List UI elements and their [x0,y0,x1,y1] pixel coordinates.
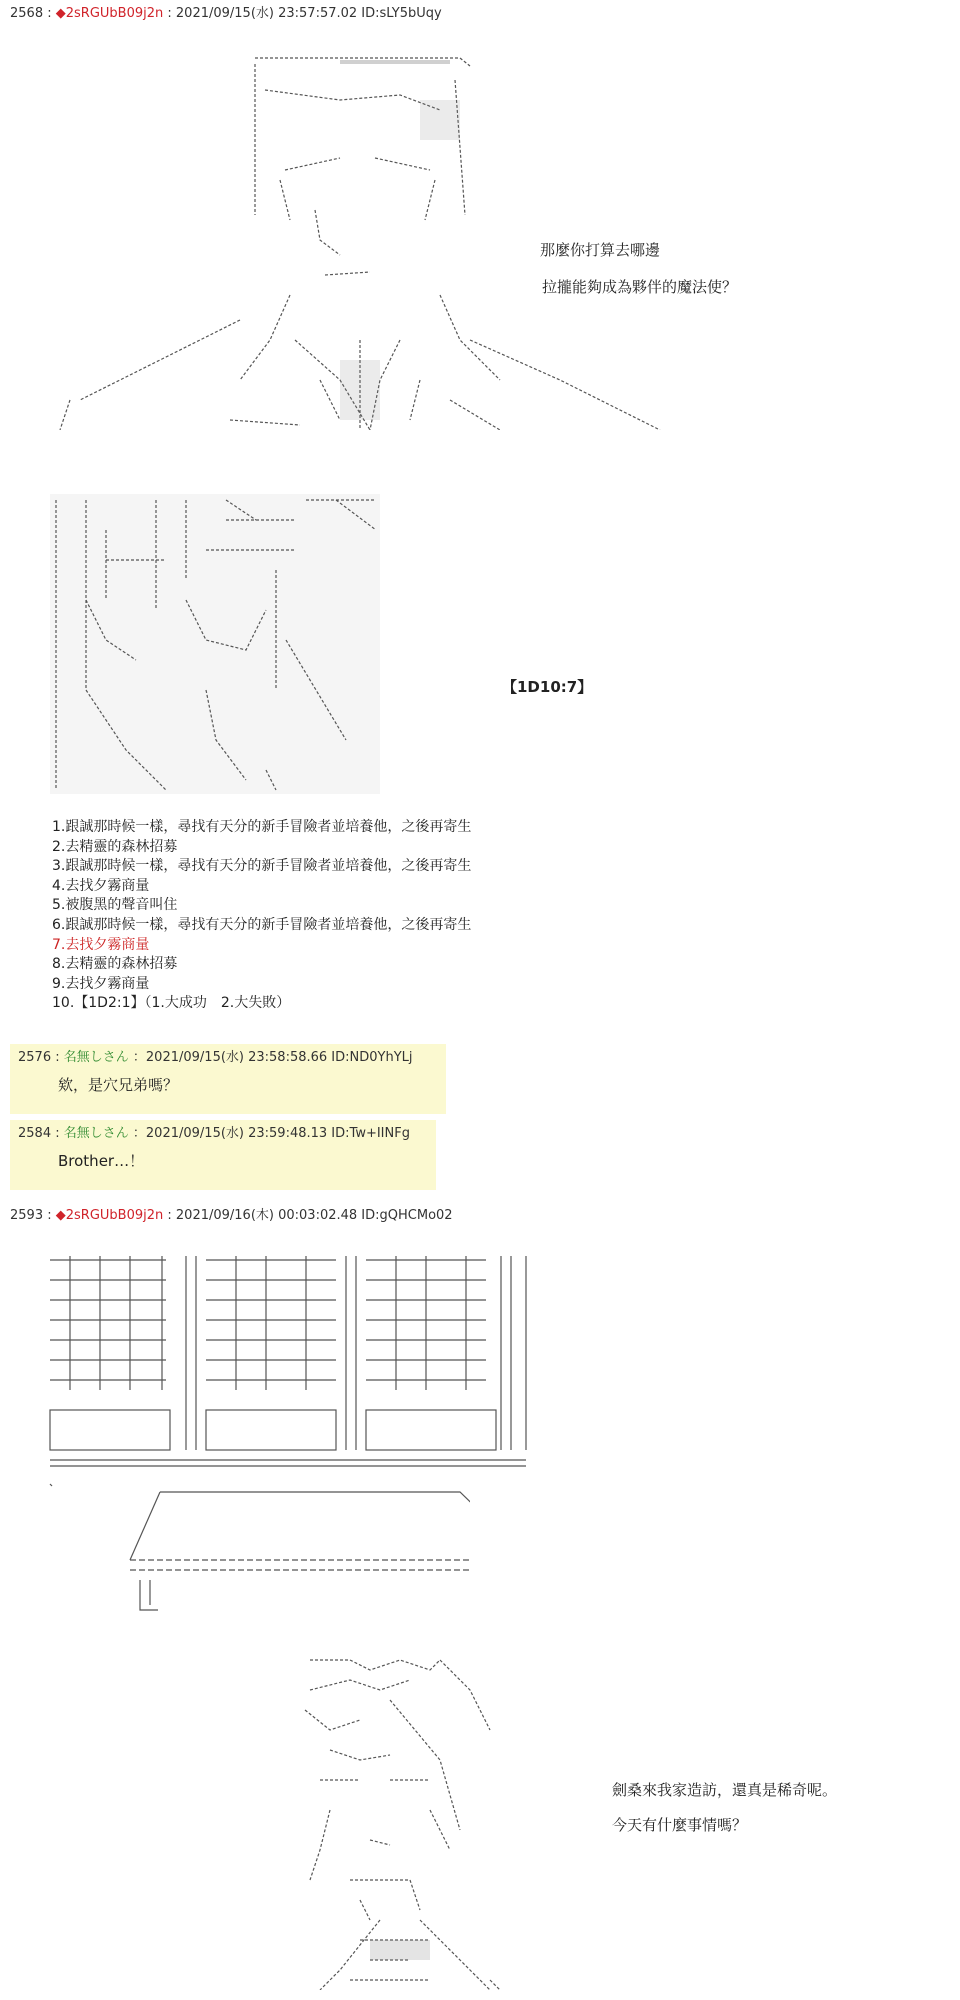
ascii-art-hand-dice [46,490,386,800]
post-header [10,1208,453,1224]
ascii-art-shoji-screens [46,1250,546,1470]
choice-item: 5.被腹黑的聲音叫住 [52,897,178,914]
choice-item: 3.跟誠那時候一樣，尋找有天分的新手冒險者並培養他，之後再寄生 [52,858,472,875]
ascii-art-man-in-suit [40,40,700,430]
dialog-line: 那麼你打算去哪邊 [540,241,661,259]
choice-item: 2.去精靈的森林招募 [52,838,178,855]
choice-item: 10.【1D2:1】（1.大成功 2.大失敗） [52,995,291,1012]
choice-item: 1.跟誠那時候一樣，尋找有天分的新手冒險者並培養他，之後再寄生 [52,819,472,835]
post-body: Brother…！ [58,1152,145,1170]
post-meta: : 2021/09/15(水) 23:57:57.02 ID:sLY5bUqy [167,6,442,21]
poster-name: 名無しさん [63,1050,129,1065]
choice-item-selected: 7.去找夕霧商量 [52,936,150,953]
poster-trip: ◆2sRGUbB09j2n [55,1208,164,1223]
choice-item: 4.去找夕霧商量 [52,877,150,894]
choice-item: 8.去精靈的森林招募 [52,956,178,973]
dialog-line: 拉攏能夠成為夥伴的魔法使？ [542,278,738,296]
post-number[interactable]: 2568 : [10,6,52,21]
reply-post [10,1120,436,1190]
post-meta: ：2021/09/15(水) 23:58:58.66 ID:ND0YhYLj [132,1050,413,1065]
post-header [10,6,442,22]
poster-trip: ◆2sRGUbB09j2n [55,6,164,21]
dialog-line: 今天有什麼事情嗎？ [612,1816,748,1834]
choice-item: 9.去找夕霧商量 [52,975,150,992]
ascii-art-girl-character [290,1650,610,1990]
post-meta: : 2021/09/16(木) 00:03:02.48 ID:gQHCMo02 [167,1208,453,1223]
post-meta: ：2021/09/15(水) 23:59:48.13 ID:Tw+IINFg [132,1126,410,1141]
post-header [18,1126,428,1142]
post-header [18,1050,438,1066]
post-number[interactable]: 2576 : [18,1050,60,1065]
reply-post [10,1044,446,1114]
poster-name: 名無しさん [63,1126,129,1141]
choice-item: 6.跟誠那時候一樣，尋找有天分的新手冒險者並培養他，之後再寄生 [52,916,472,933]
dice-result: 【1D10:7】 [502,678,593,696]
ascii-art-table [40,1480,470,1620]
post-number[interactable]: 2593 : [10,1208,52,1223]
post-body: 欸，是穴兄弟嗎？ [58,1076,179,1094]
choice-list [52,818,471,1014]
post-number[interactable]: 2584 : [18,1126,60,1141]
dialog-line: 劍桑來我家造訪，還真是稀奇呢。 [612,1781,838,1799]
